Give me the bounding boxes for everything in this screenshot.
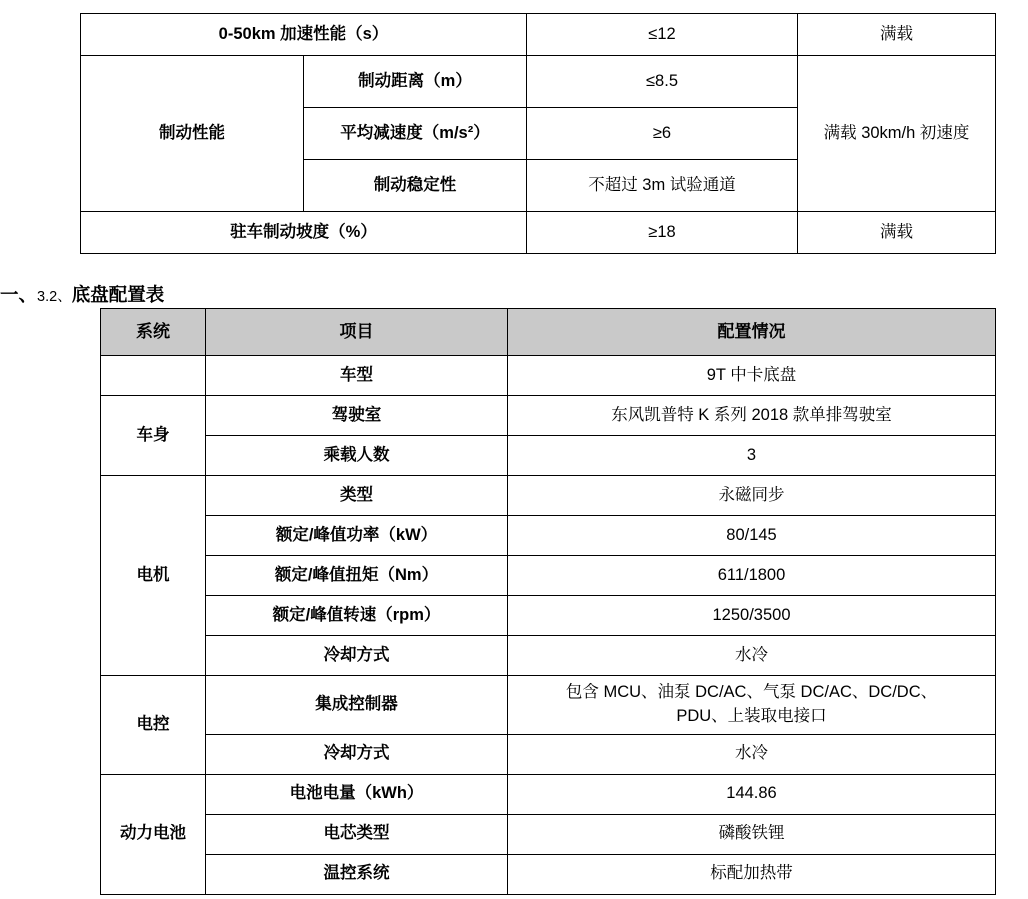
chassis-header-item: 项目 xyxy=(206,309,508,356)
chassis-cell-system-battery: 动力电池 xyxy=(101,774,206,894)
chassis-table-head xyxy=(101,309,996,356)
perf-cell-parking-value: ≥18 xyxy=(527,212,798,254)
performance-table xyxy=(80,13,996,254)
chassis-cell-item: 温控系统 xyxy=(206,854,508,894)
perf-cell-parking-label: 驻车制动坡度（%） xyxy=(81,212,527,254)
perf-cell-decel-label: 平均减速度（m/s²） xyxy=(304,108,527,160)
chassis-cell-value: 永磁同步 xyxy=(508,476,996,516)
table-row xyxy=(101,814,996,854)
chassis-cell-system-control: 电控 xyxy=(101,676,206,775)
chassis-cell-item: 集成控制器 xyxy=(206,676,508,735)
table-row xyxy=(81,212,996,254)
perf-cell-stability-value: 不超过 3m 试验通道 xyxy=(527,160,798,212)
chassis-cell-value: 611/1800 xyxy=(508,556,996,596)
table-row xyxy=(101,436,996,476)
page-title: 底盘配置表 xyxy=(71,284,165,305)
chassis-cell-value: 磷酸铁锂 xyxy=(508,814,996,854)
chassis-cell-system-blank xyxy=(101,356,206,396)
perf-cell-decel-value: ≥6 xyxy=(527,108,798,160)
table-row xyxy=(101,556,996,596)
perf-cell-parking-condition: 满载 xyxy=(798,212,996,254)
chassis-cell-value: 1250/3500 xyxy=(508,596,996,636)
chassis-cell-value: 东风凯普特 K 系列 2018 款单排驾驶室 xyxy=(508,396,996,436)
chassis-table-body xyxy=(101,356,996,895)
chassis-cell-value: 144.86 xyxy=(508,774,996,814)
perf-cell-accel-value: ≤12 xyxy=(527,14,798,56)
chassis-cell-value: 包含 MCU、油泵 DC/AC、气泵 DC/AC、DC/DC、PDU、上装取电接口 xyxy=(508,676,996,735)
table-row xyxy=(101,596,996,636)
chassis-cell-item: 车型 xyxy=(206,356,508,396)
perf-cell-stability-label: 制动稳定性 xyxy=(304,160,527,212)
perf-cell-brake-condition: 满载 30km/h 初速度 xyxy=(798,56,996,212)
table-row xyxy=(101,516,996,556)
chassis-cell-value: 80/145 xyxy=(508,516,996,556)
chassis-cell-item: 冷却方式 xyxy=(206,734,508,774)
chassis-cell-item: 驾驶室 xyxy=(206,396,508,436)
table-row xyxy=(101,734,996,774)
table-row xyxy=(101,476,996,516)
chassis-cell-value: 水冷 xyxy=(508,734,996,774)
chassis-cell-item: 冷却方式 xyxy=(206,636,508,676)
section-heading xyxy=(0,286,1028,305)
perf-cell-accel-label: 0-50km 加速性能（s） xyxy=(81,14,527,56)
perf-cell-brake-distance-value: ≤8.5 xyxy=(527,56,798,108)
chassis-cell-item: 类型 xyxy=(206,476,508,516)
chassis-cell-value: 水冷 xyxy=(508,636,996,676)
table-row xyxy=(101,396,996,436)
chassis-cell-item: 额定/峰值功率（kW） xyxy=(206,516,508,556)
chassis-cell-system-body: 车身 xyxy=(101,396,206,476)
performance-table-body xyxy=(81,14,996,254)
table-row xyxy=(101,854,996,894)
chassis-cell-item: 乘载人数 xyxy=(206,436,508,476)
heading-list-number: 一、 xyxy=(0,284,38,305)
chassis-cell-item: 额定/峰值转速（rpm） xyxy=(206,596,508,636)
chassis-config-table xyxy=(100,308,996,895)
chassis-cell-value: 标配加热带 xyxy=(508,854,996,894)
table-row xyxy=(81,14,996,56)
perf-cell-brake-distance-label: 制动距离（m） xyxy=(304,56,527,108)
chassis-cell-system-motor: 电机 xyxy=(101,476,206,676)
table-row xyxy=(101,636,996,676)
chassis-cell-item: 额定/峰值扭矩（Nm） xyxy=(206,556,508,596)
chassis-header-value: 配置情况 xyxy=(508,309,996,356)
table-row xyxy=(101,774,996,814)
table-header-row xyxy=(101,309,996,356)
chassis-cell-item: 电池电量（kWh） xyxy=(206,774,508,814)
perf-cell-accel-condition: 满载 xyxy=(798,14,996,56)
chassis-header-system: 系统 xyxy=(101,309,206,356)
chassis-cell-value: 3 xyxy=(508,436,996,476)
perf-cell-brake-group: 制动性能 xyxy=(81,56,304,212)
table-row xyxy=(101,356,996,396)
heading-section-number: 3.2、 xyxy=(37,289,72,305)
chassis-cell-item: 电芯类型 xyxy=(206,814,508,854)
table-row xyxy=(81,56,996,108)
table-row xyxy=(101,676,996,735)
chassis-cell-value: 9T 中卡底盘 xyxy=(508,356,996,396)
